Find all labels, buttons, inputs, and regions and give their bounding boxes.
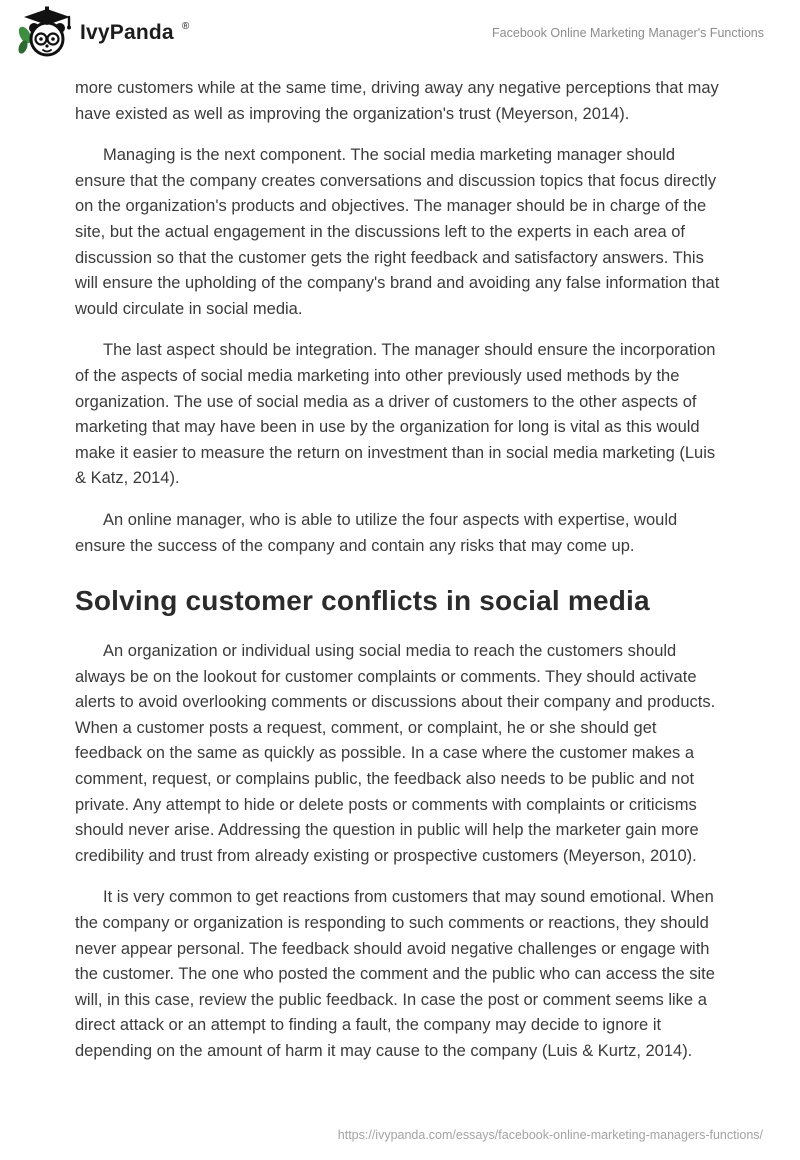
paragraph: Managing is the next component. The social media marketing manager should ensure that the company creates conversations and discussion topics that focus directly on the organization's products and objectives. The manager should be in charge of the site, but the actual engagement in the discussions left to the experts in each area of discussion so that the customer gets the right feedback and satisfactory answers. This will ensure the upholding of the company's brand and avoiding any false information that would circulate in social media.: [75, 146, 720, 318]
brand-logo[interactable]: [16, 6, 189, 60]
registered-mark: ®: [181, 20, 190, 32]
brand-name: IvyPanda: [80, 21, 174, 44]
paragraph: more customers while at the same time, driving away any negative perceptions that may have existed as well as improving the organization's trust (Meyerson, 2014).: [75, 79, 719, 123]
page-footer: [338, 1126, 763, 1144]
paragraph: An organization or individual using social media to reach the customers should always be on the lookout for customer complaints or comments. They should activate alerts to avoid overlooking comments or discussions about their company and products. When a customer posts a request, comment, or complaint, he or she should get feedback on the same as quickly as possible. In a case where the customer makes a comment, request, or complains public, the feedback also needs to be public and not private. Any attempt to hide or delete posts or comments with complaints or criticisms should never arise. Addressing the question in public will help the marketer gain more credibility and trust from already existing or prospective customers (Meyerson, 2010).: [75, 642, 716, 865]
document-title: Facebook Online Marketing Manager's Functions: [492, 26, 764, 40]
paragraph: An online manager, who is able to utilize the four aspects with expertise, would ensure the success of the company and contain any risks that may come up.: [75, 510, 678, 555]
section-heading: Solving customer conflicts in social media: [75, 585, 650, 617]
paragraph: It is very common to get reactions from customers that may sound emotional. When the company or organization is responding to such comments or reactions, they should never appear personal. The feedback should avoid negative challenges or engage with the customer. The one who posted the comment and the public who can access the site will, in this case, review the public feedback. In case the post or comment seems like a direct attack or an attempt to finding a fault, the company may decide to ignore it depending on the amount of harm it may cause to the company (Luis & Kurtz, 2014).: [75, 888, 715, 1060]
panda-graduation-cap-icon: [16, 6, 72, 60]
footer-url[interactable]: https://ivypanda.com/essays/facebook-online-marketing-managers-functions/: [337, 1128, 763, 1142]
article-content: [0, 64, 800, 1065]
paragraph: The last aspect should be integration. The manager should ensure the incorporation of the aspects of social media marketing into other previously used methods by the organization. The use of social media as a driver of customers to the other aspects of marketing that may have been in use by the organization for long is vital as this would make it easier to measure the return on investment than in social media marketing (Luis & Katz, 2014).: [75, 341, 716, 488]
page-header: [0, 0, 800, 64]
